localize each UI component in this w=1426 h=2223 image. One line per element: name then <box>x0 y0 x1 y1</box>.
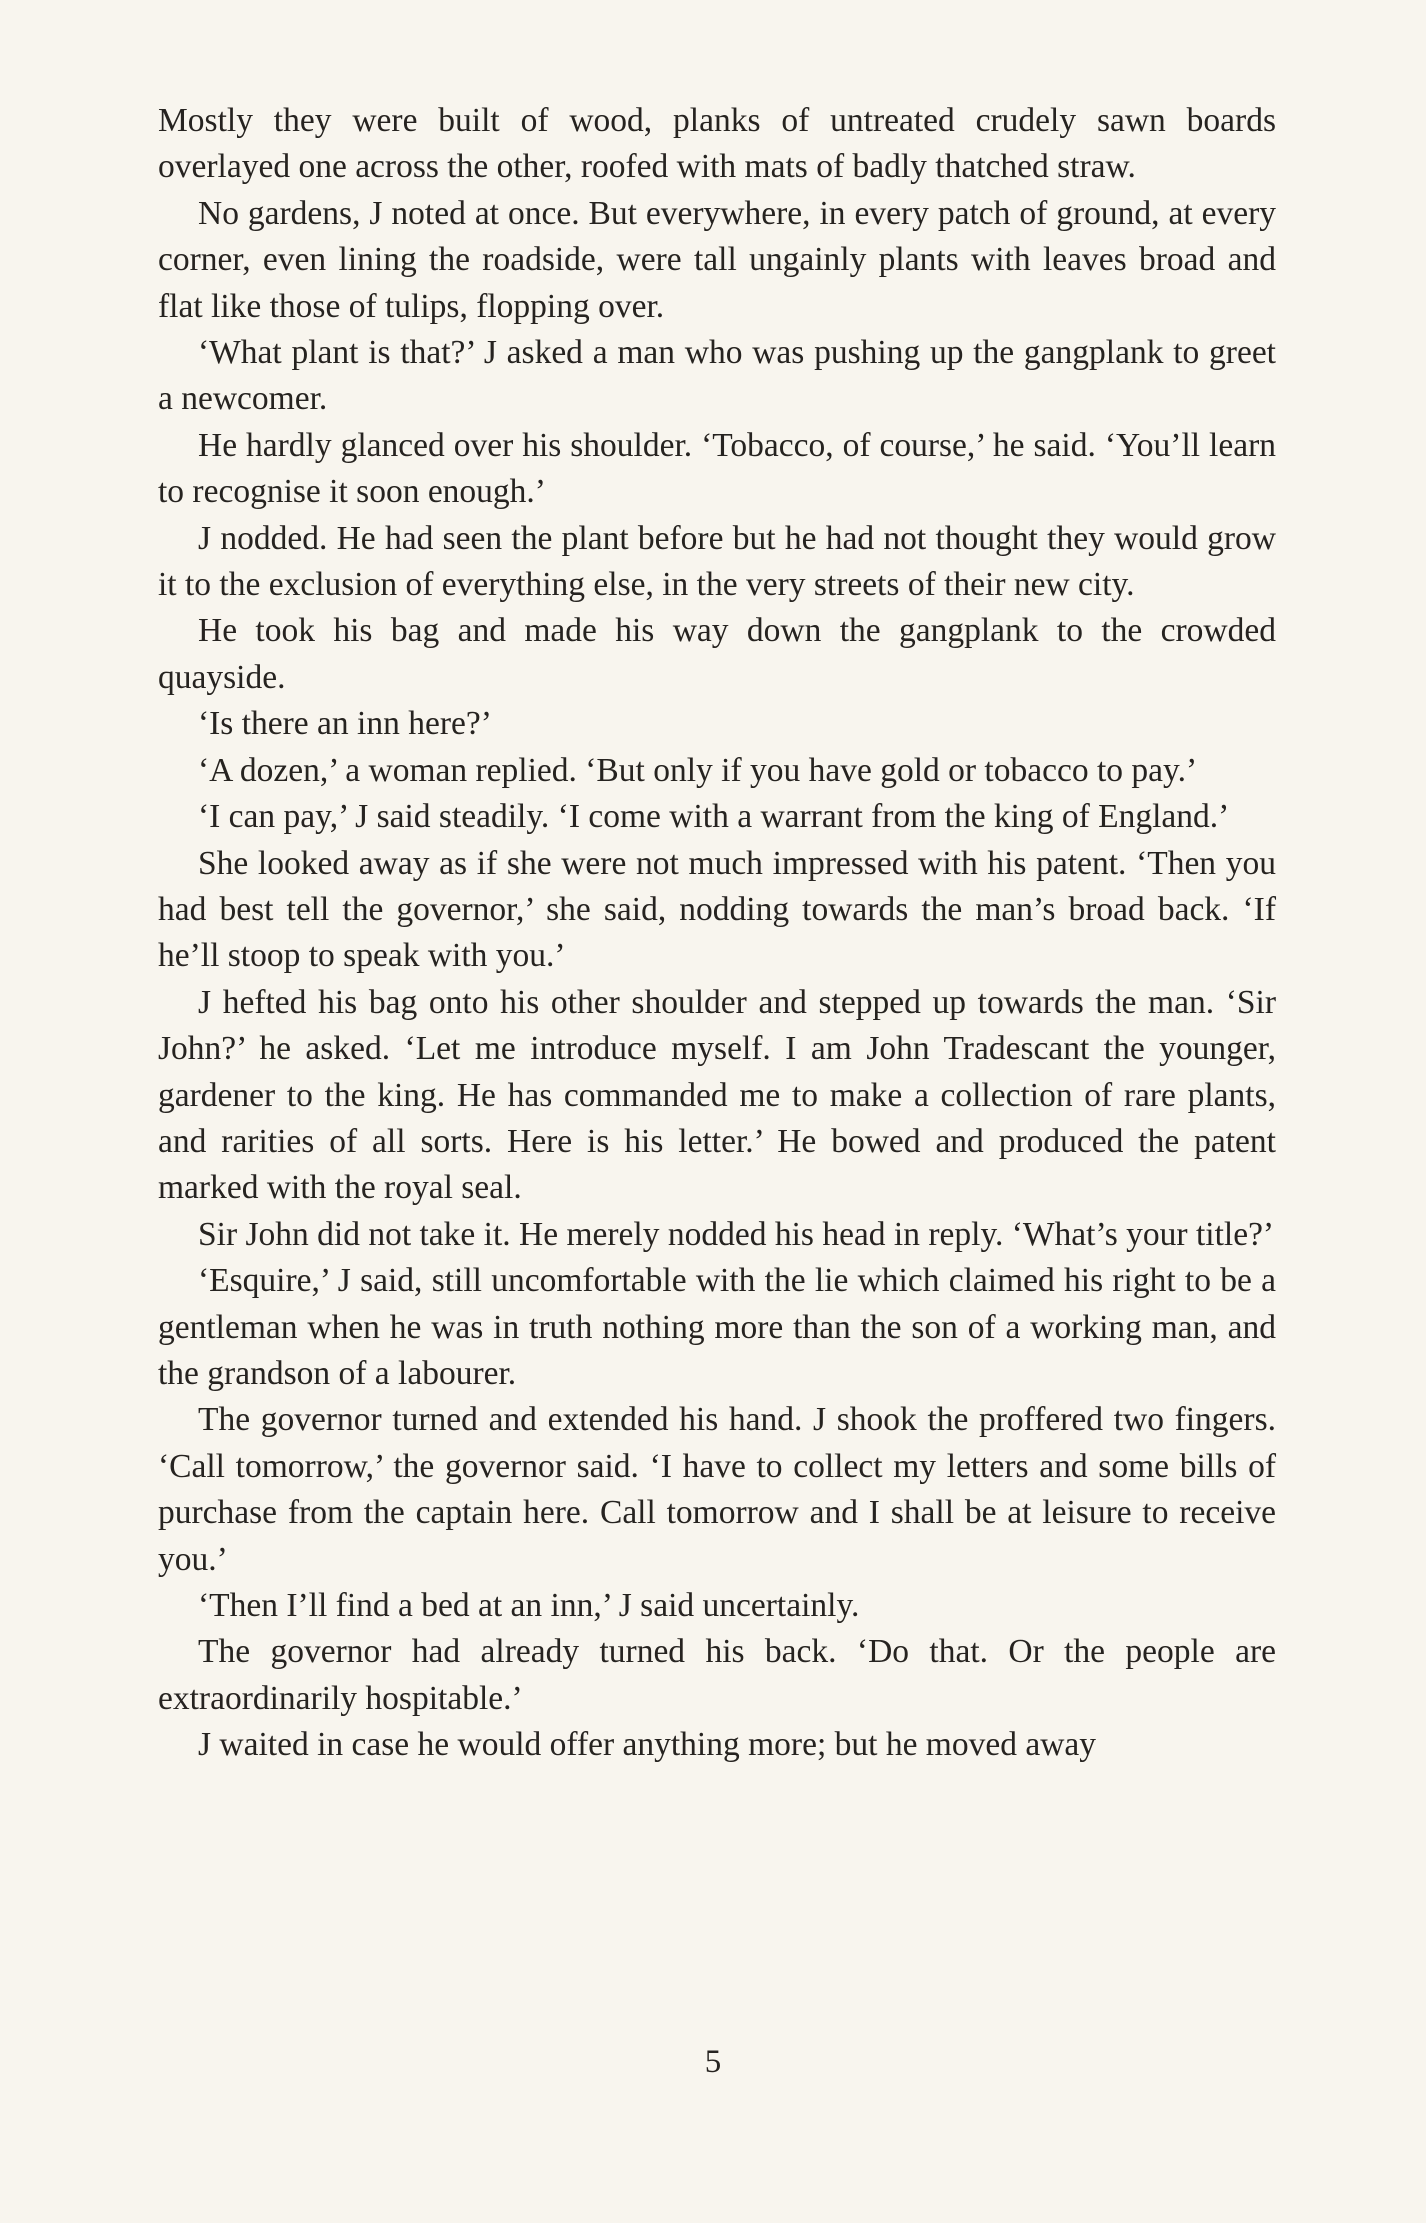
paragraph: She looked away as if she were not much impressed with his patent. ‘Then you had best tell the governor,’ she said, nodding towards the man’s broad back. ‘If he’ll stoop to speak with you.’ <box>158 844 1276 975</box>
paragraph: ‘I can pay,’ J said steadily. ‘I come with a warrant from the king of England.’ <box>198 798 1230 836</box>
paragraph: No gardens, J noted at once. But everywhere, in every patch of ground, at every corner, even lining the roadside, were tall ungainly plants with leaves broad and flat like those of tulips, flopping over. <box>158 194 1276 325</box>
paragraph: He took his bag and made his way down the gangplank to the crowded quayside. <box>158 612 1276 696</box>
paragraph: J waited in case he would offer anything more; but he moved away <box>198 1726 1097 1764</box>
paragraph: He hardly glanced over his shoulder. ‘Tobacco, of course,’ he said. ‘You’ll learn to recognise it soon enough.’ <box>158 426 1276 511</box>
body-text <box>158 98 1276 1769</box>
paragraph: Mostly they were built of wood, planks of untreated crudely sawn boards overlayed one across the other, roofed with mats of badly thatched straw. <box>158 102 1276 186</box>
page-number: 5 <box>704 2044 722 2080</box>
paragraph: ‘Esquire,’ J said, still uncomfortable with the lie which claimed his right to be a gentleman when he was in truth nothing more than the son of a working man, and the grandson of a labourer. <box>158 1262 1276 1392</box>
paragraph: ‘A dozen,’ a woman replied. ‘But only if you have gold or tobacco to pay.’ <box>198 751 1198 789</box>
paragraph: J nodded. He had seen the plant before but he had not thought they would grow it to the exclusion of everything else, in the very streets of their new city. <box>158 519 1276 604</box>
paragraph: The governor turned and extended his hand. J shook the proffered two fingers. ‘Call tomorrow,’ the governor said. ‘I have to collect my letters and some bills of purchase from the captain here. Call tomorrow and I shall be at leisure to receive you.’ <box>158 1401 1276 1578</box>
paragraph: The governor had already turned his back. ‘Do that. Or the people are extraordinarily hospitable.’ <box>158 1633 1276 1717</box>
paragraph: J hefted his bag onto his other shoulder and stepped up towards the man. ‘Sir John?’ he asked. ‘Let me introduce myself. I am John Tradescant the younger, gardener to the king. He has commanded me to make a collection of rare plants, and rarities of all sorts. Here is his letter.’ He bowed and produced the patent marked with the royal seal. <box>158 983 1276 1207</box>
paragraph: ‘Then I’ll find a bed at an inn,’ J said uncertainly. <box>198 1587 860 1624</box>
paragraph: ‘Is there an inn here?’ <box>198 705 492 743</box>
paragraph: Sir John did not take it. He merely nodded his head in reply. ‘What’s your title?’ <box>198 1215 1275 1253</box>
paragraph: ‘What plant is that?’ J asked a man who was pushing up the gangplank to greet a newcomer. <box>158 334 1276 418</box>
